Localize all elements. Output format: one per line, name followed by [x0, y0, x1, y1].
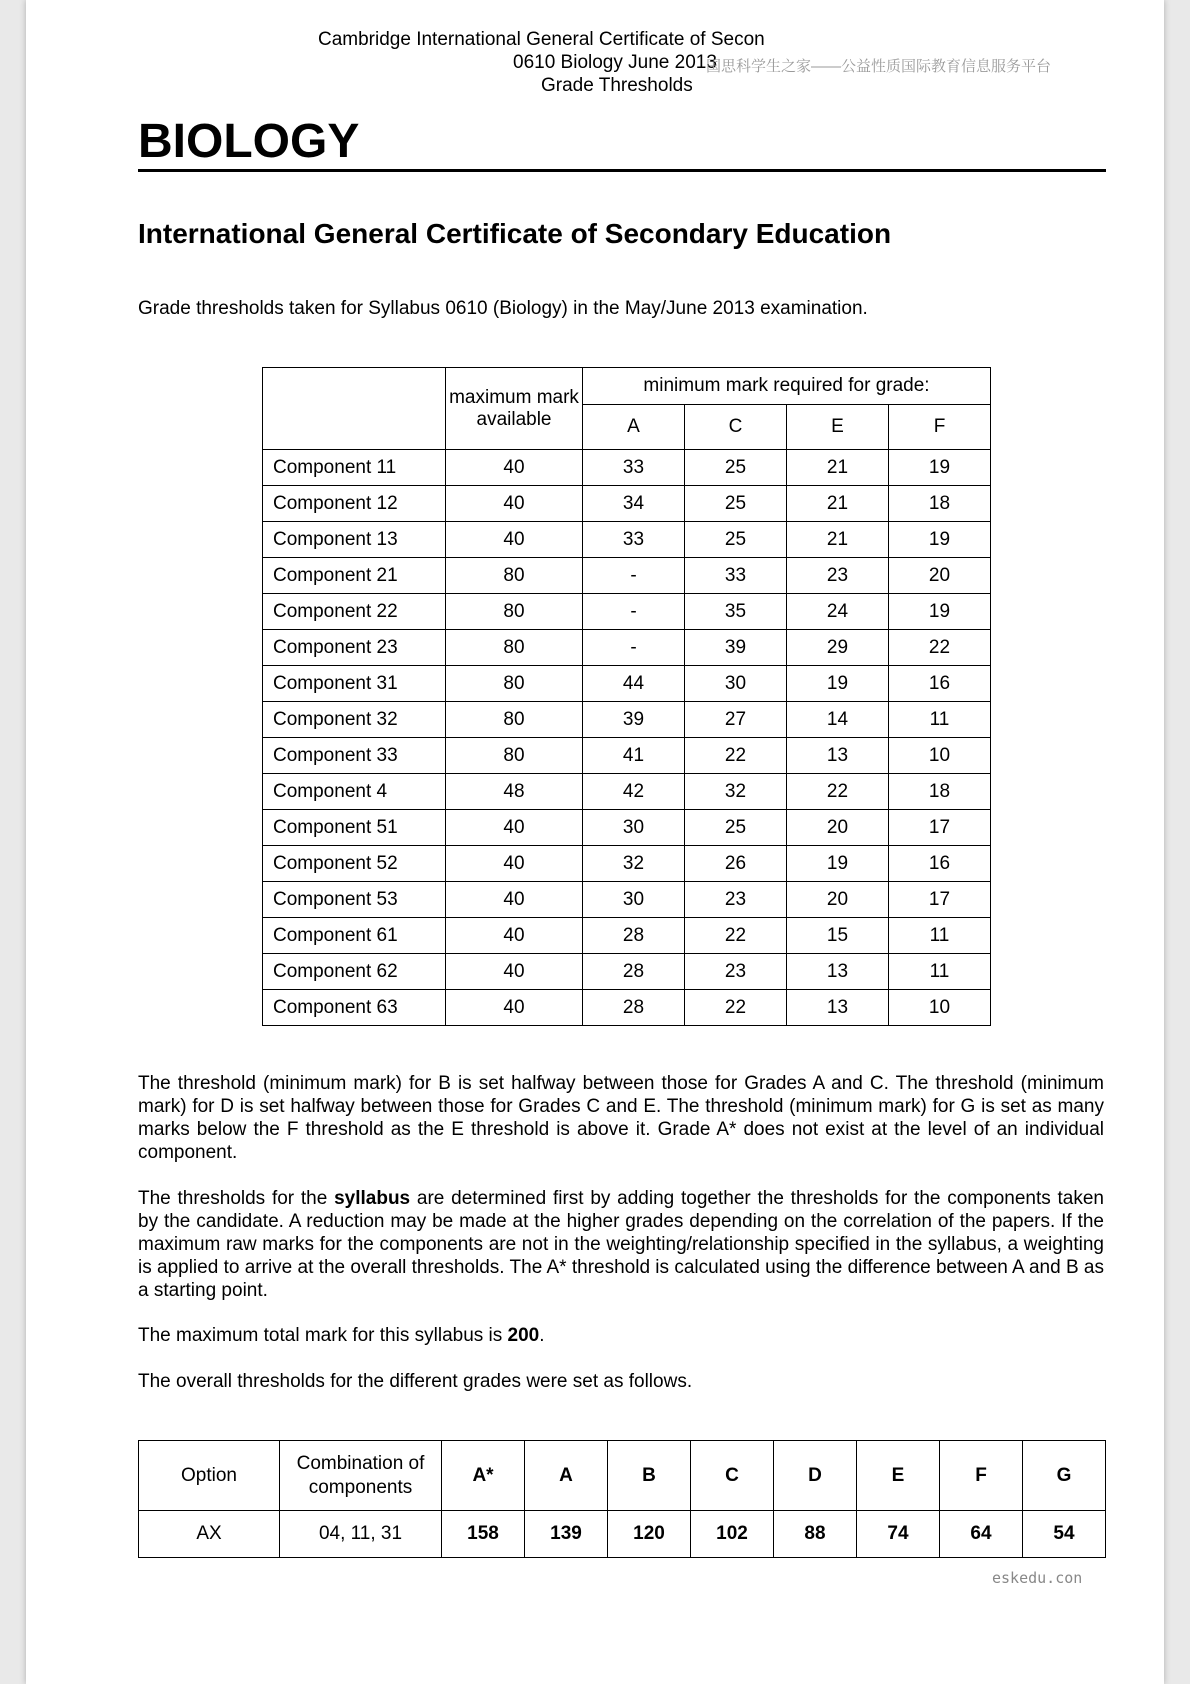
grade-e-cell: 13 — [787, 738, 889, 774]
overall-grade-value: 120 — [608, 1511, 691, 1558]
component-name-cell: Component 21 — [263, 558, 446, 594]
grade-e-cell: 22 — [787, 774, 889, 810]
overall-grade-header: A* — [442, 1441, 525, 1511]
grade-f-cell: 20 — [889, 558, 991, 594]
grade-a-cell: - — [583, 594, 685, 630]
table-row — [263, 846, 991, 882]
grade-e-cell: 29 — [787, 630, 889, 666]
grade-header: E — [787, 405, 889, 450]
overall-grade-value: 64 — [940, 1511, 1023, 1558]
max-total-value: 200 — [507, 1325, 540, 1346]
grade-a-cell: 33 — [583, 522, 685, 558]
grade-e-cell: 24 — [787, 594, 889, 630]
overall-grade-value: 102 — [691, 1511, 774, 1558]
grade-c-cell: 33 — [685, 558, 787, 594]
component-name-cell: Component 61 — [263, 918, 446, 954]
max-mark-cell: 40 — [446, 846, 583, 882]
syllabus-explanation — [138, 1187, 1104, 1302]
max-mark-cell: 40 — [446, 450, 583, 486]
grade-c-cell: 25 — [685, 486, 787, 522]
title-divider — [138, 169, 1106, 172]
combination-cell: 04, 11, 31 — [280, 1511, 442, 1558]
table-row — [263, 522, 991, 558]
grade-e-cell: 20 — [787, 810, 889, 846]
grade-f-cell: 17 — [889, 810, 991, 846]
component-name-cell: Component 52 — [263, 846, 446, 882]
table-row — [263, 450, 991, 486]
grade-a-cell: - — [583, 630, 685, 666]
grade-header: F — [889, 405, 991, 450]
grade-a-cell: 30 — [583, 810, 685, 846]
grade-e-cell: 13 — [787, 954, 889, 990]
table-row — [263, 558, 991, 594]
component-name-cell: Component 32 — [263, 702, 446, 738]
grade-c-cell: 27 — [685, 702, 787, 738]
grade-f-cell: 16 — [889, 846, 991, 882]
table-row — [263, 954, 991, 990]
header-syllabus: 0610 Biology June 2013 — [513, 52, 717, 73]
threshold-explanation: The threshold (minimum mark) for B is set halfway between those for Grades A and C. The threshold (minimum mark) for D is set halfway between those for Grades C and E. The threshold (minimum mark) for G is set as many marks below the F threshold as the E threshold is above it. Grade A* does not exist at the level of an individual component. — [138, 1073, 1104, 1163]
grade-c-cell: 23 — [685, 954, 787, 990]
component-name-cell: Component 51 — [263, 810, 446, 846]
grade-c-cell: 32 — [685, 774, 787, 810]
grade-c-cell: 22 — [685, 918, 787, 954]
table-row — [263, 918, 991, 954]
grade-a-cell: 28 — [583, 954, 685, 990]
component-name-cell: Component 11 — [263, 450, 446, 486]
combination-header: Combination of components — [280, 1441, 442, 1511]
component-name-cell: Component 53 — [263, 882, 446, 918]
component-name-cell: Component 31 — [263, 666, 446, 702]
overall-grade-value: 74 — [857, 1511, 940, 1558]
grade-c-cell: 26 — [685, 846, 787, 882]
syllabus-text-start: The thresholds for the — [138, 1188, 335, 1209]
grade-header: A — [583, 405, 685, 450]
max-mark-header: maximum mark available — [446, 368, 583, 450]
syllabus-text-end: are determined first by adding together the thresholds for the components taken by the candidate. A reduction may be made at the higher grades depending on the correlation of the papers. If the maximum raw marks for the components are not in the weighting/relationship specified in the syllabus, a weighting is applied to arrive at the overall thresholds. The A* threshold is calculated using the difference between A and B as a starting point. — [138, 1188, 1104, 1301]
header-watermark: 国思科学生之家——公益性质国际教育信息服务平台 — [706, 58, 1052, 75]
component-name-cell: Component 23 — [263, 630, 446, 666]
overall-grade-header: B — [608, 1441, 691, 1511]
table-row — [139, 1511, 1106, 1558]
max-mark-cell: 80 — [446, 594, 583, 630]
option-header: Option — [139, 1441, 280, 1511]
max-mark-cell: 80 — [446, 738, 583, 774]
grade-f-cell: 19 — [889, 450, 991, 486]
grade-e-cell: 19 — [787, 666, 889, 702]
max-total-prefix: The maximum total mark for this syllabus is — [138, 1325, 508, 1346]
qualification-heading: International General Certificate of Secondary Education — [138, 218, 892, 249]
component-name-cell: Component 33 — [263, 738, 446, 774]
max-mark-cell: 40 — [446, 918, 583, 954]
component-thresholds-table — [262, 367, 991, 1026]
intro-text: Grade thresholds taken for Syllabus 0610 (Biology) in the May/June 2013 examination. — [138, 298, 868, 319]
grade-a-cell: 30 — [583, 882, 685, 918]
grade-a-cell: 32 — [583, 846, 685, 882]
table-row — [263, 630, 991, 666]
grade-a-cell: 34 — [583, 486, 685, 522]
component-name-cell: Component 4 — [263, 774, 446, 810]
max-mark-cell: 80 — [446, 702, 583, 738]
max-mark-cell: 80 — [446, 558, 583, 594]
table-row — [263, 810, 991, 846]
grade-a-cell: 28 — [583, 918, 685, 954]
grade-f-cell: 19 — [889, 594, 991, 630]
overall-grade-value: 88 — [774, 1511, 857, 1558]
grade-e-cell: 20 — [787, 882, 889, 918]
grade-e-cell: 13 — [787, 990, 889, 1026]
table-row — [263, 486, 991, 522]
max-mark-cell: 48 — [446, 774, 583, 810]
grade-e-cell: 15 — [787, 918, 889, 954]
table-row — [263, 990, 991, 1026]
option-cell: AX — [139, 1511, 280, 1558]
grade-e-cell: 19 — [787, 846, 889, 882]
header-doc-type: Grade Thresholds — [541, 75, 693, 96]
grade-a-cell: 33 — [583, 450, 685, 486]
component-name-cell: Component 13 — [263, 522, 446, 558]
grade-c-cell: 25 — [685, 810, 787, 846]
max-mark-cell: 40 — [446, 522, 583, 558]
table-row — [263, 702, 991, 738]
max-mark-cell: 40 — [446, 882, 583, 918]
blank-header-cell — [263, 368, 446, 450]
table-row — [263, 882, 991, 918]
table-row — [263, 666, 991, 702]
grade-c-cell: 35 — [685, 594, 787, 630]
grade-e-cell: 14 — [787, 702, 889, 738]
table-row — [263, 594, 991, 630]
grade-f-cell: 18 — [889, 486, 991, 522]
table-row — [263, 738, 991, 774]
overall-intro: The overall thresholds for the different grades were set as follows. — [138, 1371, 693, 1392]
grade-f-cell: 16 — [889, 666, 991, 702]
grade-e-cell: 23 — [787, 558, 889, 594]
header-title: Cambridge International General Certificate of Secon — [318, 29, 765, 50]
grade-c-cell: 39 — [685, 630, 787, 666]
grade-e-cell: 21 — [787, 486, 889, 522]
overall-grade-header: E — [857, 1441, 940, 1511]
grade-c-cell: 25 — [685, 450, 787, 486]
overall-thresholds-table — [138, 1440, 1106, 1558]
grade-f-cell: 10 — [889, 990, 991, 1026]
max-mark-cell: 80 — [446, 630, 583, 666]
syllabus-emphasis: syllabus — [334, 1188, 411, 1209]
grade-f-cell: 11 — [889, 702, 991, 738]
grade-c-cell: 30 — [685, 666, 787, 702]
overall-grade-value: 139 — [525, 1511, 608, 1558]
grade-a-cell: - — [583, 558, 685, 594]
max-total-suffix: . — [539, 1325, 545, 1346]
footer-watermark: eskedu.con — [992, 1569, 1083, 1587]
grade-f-cell: 22 — [889, 630, 991, 666]
grade-a-cell: 28 — [583, 990, 685, 1026]
max-mark-cell: 40 — [446, 810, 583, 846]
grade-a-cell: 39 — [583, 702, 685, 738]
grade-c-cell: 23 — [685, 882, 787, 918]
grade-f-cell: 11 — [889, 918, 991, 954]
overall-grade-header: A — [525, 1441, 608, 1511]
grade-a-cell: 41 — [583, 738, 685, 774]
grade-c-cell: 22 — [685, 738, 787, 774]
grade-a-cell: 44 — [583, 666, 685, 702]
table-row — [263, 774, 991, 810]
grade-c-cell: 22 — [685, 990, 787, 1026]
max-mark-cell: 40 — [446, 990, 583, 1026]
max-mark-cell: 40 — [446, 954, 583, 990]
grade-f-cell: 17 — [889, 882, 991, 918]
grade-f-cell: 19 — [889, 522, 991, 558]
grade-c-cell: 25 — [685, 522, 787, 558]
max-total-text — [138, 1324, 1104, 1347]
grade-a-cell: 42 — [583, 774, 685, 810]
grade-e-cell: 21 — [787, 450, 889, 486]
grade-f-cell: 18 — [889, 774, 991, 810]
overall-grade-value: 54 — [1023, 1511, 1106, 1558]
subject-title: BIOLOGY — [138, 115, 360, 168]
document-page — [26, 0, 1164, 1684]
min-mark-header: minimum mark required for grade: — [583, 368, 991, 405]
grade-f-cell: 10 — [889, 738, 991, 774]
max-mark-cell: 80 — [446, 666, 583, 702]
max-mark-cell: 40 — [446, 486, 583, 522]
grade-e-cell: 21 — [787, 522, 889, 558]
overall-grade-header: G — [1023, 1441, 1106, 1511]
overall-grade-value: 158 — [442, 1511, 525, 1558]
component-name-cell: Component 62 — [263, 954, 446, 990]
grade-f-cell: 11 — [889, 954, 991, 990]
component-name-cell: Component 12 — [263, 486, 446, 522]
component-name-cell: Component 63 — [263, 990, 446, 1026]
overall-grade-header: C — [691, 1441, 774, 1511]
grade-header: C — [685, 405, 787, 450]
component-name-cell: Component 22 — [263, 594, 446, 630]
overall-grade-header: D — [774, 1441, 857, 1511]
overall-grade-header: F — [940, 1441, 1023, 1511]
